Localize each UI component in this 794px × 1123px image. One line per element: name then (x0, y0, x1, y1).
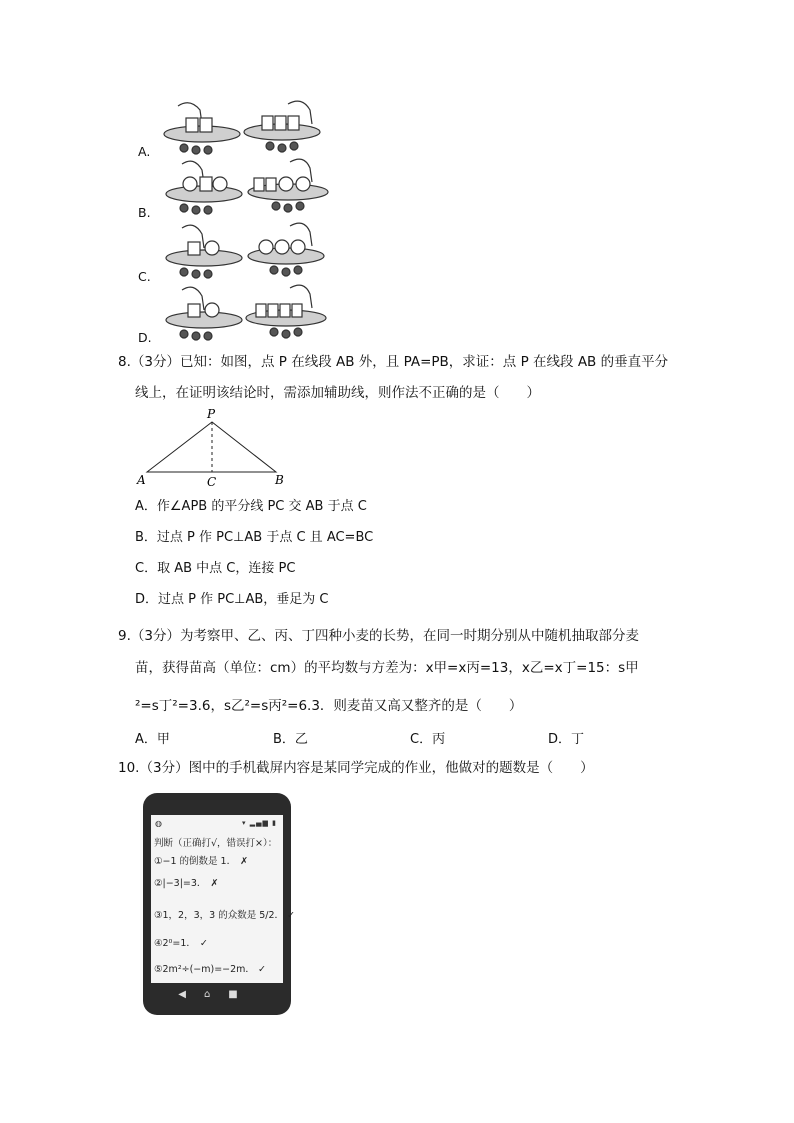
check-mark-icon: ✓ (199, 938, 208, 949)
phone-item-4: ④2⁰=1． ✓ (154, 938, 208, 949)
option-letter-d: D. (138, 330, 152, 345)
figure-label-a: A (137, 473, 146, 487)
figure-label-p: P (207, 407, 216, 421)
question-9-choice-a: A．甲 (135, 732, 170, 747)
question-9-choice-c: C．丙 (410, 732, 446, 747)
question-9-choice-b: B．乙 (273, 732, 308, 747)
question-9-choice-d: D．丁 (548, 732, 585, 747)
triangle-figure (135, 406, 295, 488)
question-10-number: 10. (118, 760, 140, 776)
figure-label-c: C (207, 475, 217, 488)
question-8-option-b: B．过点 P 作 PC⊥AB 于点 C 且 AC=BC (135, 530, 374, 545)
option-letter-c: C. (138, 269, 151, 284)
balance-scale-image-c (160, 222, 328, 282)
signal-battery-icon: ▾ ▂▄▆ ▮ (242, 819, 277, 827)
question-8-score: （3分） (130, 354, 180, 370)
check-mark-icon: ✓ (257, 964, 266, 975)
question-8-option-c: C．取 AB 中点 C，连接 PC (135, 561, 296, 576)
question-8-number: 8. (118, 354, 131, 370)
balance-scale-image-b (160, 158, 330, 218)
question-10-line (118, 758, 594, 778)
back-icon: ◀ (178, 989, 204, 1000)
check-mark-icon: ✓ (287, 910, 295, 921)
phone-item-5: ⑤2m²÷(−m)=−2m． ✓ (154, 964, 266, 975)
question-8-text-1: 已知：如图，点 P 在线段 AB 外，且 PA=PB，求证：点 P 在线段 AB 的垂直平分 (179, 354, 669, 370)
question-8-option-a: A．作∠APB 的平分线 PC 交 AB 于点 C (135, 499, 367, 514)
phone-item-1: ①−1 的倒数是 1． ✗ (154, 856, 249, 867)
recent-apps-icon: ■ (228, 989, 256, 1000)
question-8-option-d: D．过点 P 作 PC⊥AB，垂足为 C (135, 592, 329, 607)
balance-scale-image-d (160, 284, 328, 344)
phone-nav-bar (143, 989, 291, 1000)
question-8-line-2: 线上，在证明该结论时，需添加辅助线，则作法不正确的是（ ） (135, 385, 540, 401)
phone-header: 判断（正确打√，错误打×）： (154, 838, 278, 849)
phone-item-2: ②|−3|=3． ✗ (154, 878, 219, 889)
wrong-mark-icon: ✗ (210, 878, 219, 889)
phone-image (143, 793, 295, 1015)
question-9-line-3: ²=s丁²=3.6，s乙²=s丙²=6.3．则麦苗又高又整齐的是（ ） (135, 698, 523, 714)
phone-screen (151, 815, 295, 983)
option-letter-a: A. (138, 144, 151, 159)
question-9-line-1 (118, 626, 639, 646)
wrong-mark-icon: ✗ (240, 856, 249, 867)
balance-scale-image-a (160, 98, 325, 158)
chat-bubble-icon: ◍ (155, 819, 162, 828)
question-10-text: 图中的手机截屏内容是某同学完成的作业，他做对的题数是（ ） (188, 760, 594, 776)
question-9-score: （3分） (130, 628, 180, 644)
question-10-score: （3分） (139, 760, 189, 776)
question-9-text-1: 为考察甲、乙、丙、丁四种小麦的长势，在同一时期分别从中随机抽取部分麦 (179, 628, 639, 644)
figure-label-b: B (275, 473, 284, 487)
question-9-line-2: 苗，获得苗高（单位：cm）的平均数与方差为：x甲=x丙=13，x乙=x丁=15：s甲 (135, 660, 639, 676)
question-8-line-1 (118, 352, 668, 372)
question-9-number: 9. (118, 628, 131, 644)
phone-item-3: ③1，2，3，3 的众数是 5/2． ✓ (154, 910, 295, 921)
home-icon: ⌂ (203, 989, 229, 1000)
option-letter-b: B. (138, 205, 151, 220)
